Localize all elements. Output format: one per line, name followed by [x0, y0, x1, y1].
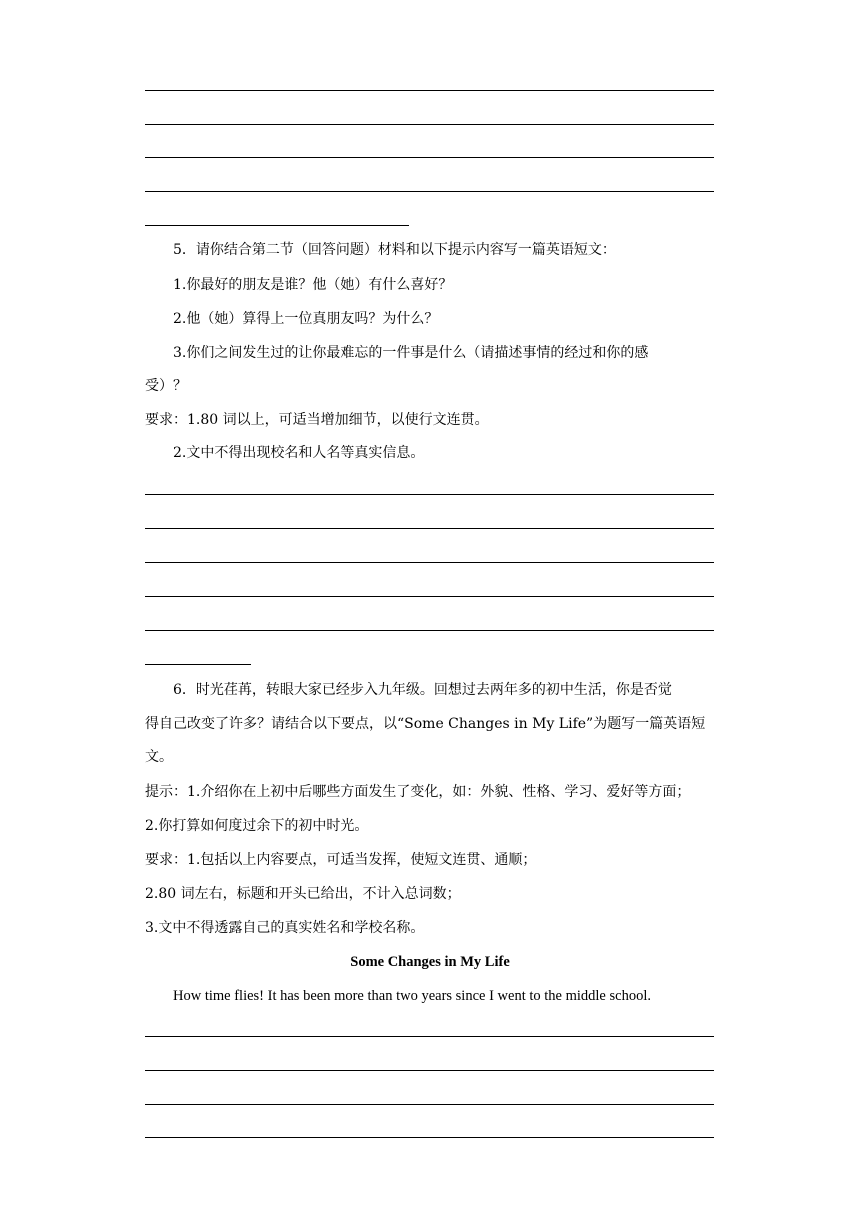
q5-hint-3-cont: 受）？: [145, 378, 187, 394]
q5-prompt: 5．请你结合第二节（回答问题）材料和以下提示内容写一篇英语短文：: [173, 242, 616, 258]
answer-line: [145, 528, 714, 529]
q6-requirement-2: 2.80 词左右，标题和开头已给出，不计入总词数；: [145, 886, 461, 902]
answer-line-short: [145, 225, 409, 226]
q6-requirement-1: 要求：1.包括以上内容要点，可适当发挥，使短文连贯、通顺；: [145, 852, 537, 868]
answer-line: [145, 1036, 714, 1037]
answer-line: [145, 562, 714, 563]
q5-requirement-2: 2.文中不得出现校名和人名等真实信息。: [173, 445, 425, 461]
answer-line: [145, 1137, 714, 1138]
answer-line: [145, 630, 714, 631]
q5-hint-3: 3.你们之间发生过的让你最难忘的一件事是什么（请描述事情的经过和你的感: [173, 345, 649, 361]
q6-prompt-end: 文。: [145, 749, 173, 765]
essay-title: Some Changes in My Life: [350, 954, 510, 970]
answer-line: [145, 124, 714, 125]
q5-hint-1: 1.你最好的朋友是谁？他（她）有什么喜好？: [173, 277, 453, 293]
answer-line: [145, 1104, 714, 1105]
answer-line: [145, 191, 714, 192]
answer-line: [145, 90, 714, 91]
answer-line-short: [145, 664, 251, 665]
q6-requirement-3: 3.文中不得透露自己的真实姓名和学校名称。: [145, 920, 425, 936]
q6-prompt-cont: 得自己改变了许多？请结合以下要点，以“Some Changes in My Life”为题写一篇英语短: [145, 716, 706, 732]
q5-requirement-1: 要求：1.80 词以上，可适当增加细节，以使行文连贯。: [145, 412, 489, 428]
answer-line: [145, 596, 714, 597]
q5-hint-2: 2.他（她）算得上一位真朋友吗？为什么？: [173, 311, 439, 327]
answer-line: [145, 157, 714, 158]
q6-prompt: 6．时光荏苒，转眼大家已经步入九年级。回想过去两年多的初中生活，你是否觉: [173, 682, 672, 698]
answer-line: [145, 494, 714, 495]
essay-opening: How time flies! It has been more than two years since I went to the middle school.: [173, 988, 651, 1004]
q6-tip-2: 2.你打算如何度过余下的初中时光。: [145, 818, 369, 834]
answer-line: [145, 1070, 714, 1071]
q6-tip-1: 提示：1.介绍你在上初中后哪些方面发生了变化，如：外貌、性格、学习、爱好等方面；: [145, 784, 691, 800]
